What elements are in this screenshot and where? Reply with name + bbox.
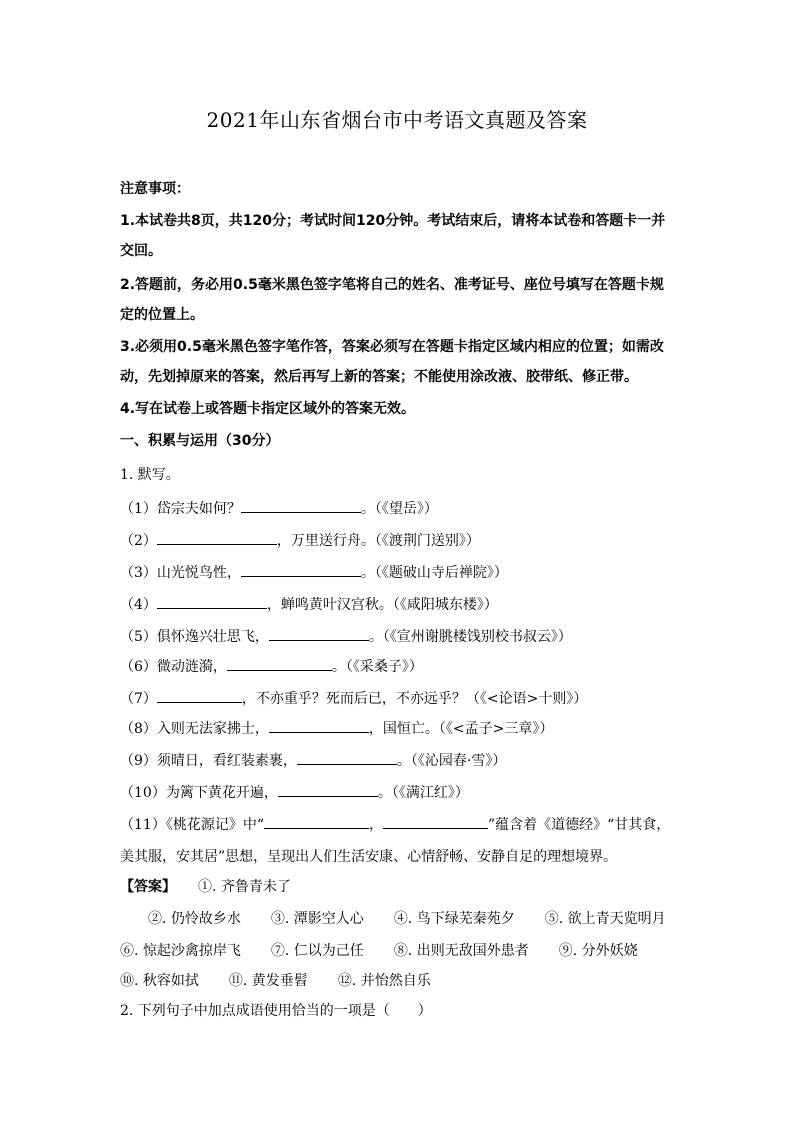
answer-row	[148, 908, 666, 928]
page-title: 2021年山东省烟台市中考语文真题及答案	[206, 108, 588, 132]
item-9: （9）须晴日，看红装素裹， 。（《沁园春·雪》）	[120, 750, 506, 770]
question-2: 2. 下列句子中加点成语使用恰当的一项是（ ）	[120, 1003, 432, 1019]
answer-item: ⑧. 出则无敌国外患者	[393, 943, 529, 959]
answer-blank[interactable]	[227, 656, 332, 671]
answer-blank[interactable]	[269, 626, 369, 641]
item-5: （5）俱怀逸兴壮思飞， 。（《宣州谢朓楼饯别校书叔云》）	[120, 626, 572, 646]
answer-blank[interactable]	[157, 594, 267, 609]
notice-line: 2.答题前，务必用0.5毫米黑色签字笔将自己的姓名、准考证号、座位号填写在答题卡规	[120, 277, 664, 293]
item-4: （4） ，蝉鸣黄叶汉宫秋。（《咸阳城东楼》）	[120, 594, 498, 614]
answer-blank[interactable]	[383, 814, 488, 829]
notice-line: 定的位置上。	[120, 307, 204, 323]
answer-item: ②. 仍怜故乡水	[148, 911, 241, 927]
notice-heading: 注意事项：	[120, 181, 190, 197]
item-2: （2） ，万里送行舟。（《渡荆门送别》）	[120, 530, 480, 550]
answer-item: ⑩. 秋容如拭	[120, 973, 199, 989]
notice-line: 4.写在试卷上或答题卡指定区域外的答案无效。	[120, 401, 416, 417]
answer-item: ①. 齐鲁青未了	[198, 879, 291, 895]
answer-item: ⑫. 并怡然自乐	[337, 973, 431, 989]
question-1: 1. 默写。	[120, 467, 180, 483]
answer-blank[interactable]	[241, 562, 361, 577]
item-11-cont: 美其服，安其居”思想，呈现出人们生活安康、心情舒畅、安静自足的理想境界。	[120, 849, 618, 865]
item-7: （7） ，不亦重乎？死而后已，不亦远乎？（《<论语>十则》）	[120, 688, 587, 708]
answer-row	[120, 970, 461, 990]
answer-item: ⑪. 黄发垂髫	[228, 973, 308, 989]
answer-blank[interactable]	[278, 782, 378, 797]
item-6: （6）微动涟漪， 。（《采桑子》）	[120, 656, 423, 676]
answer-label: 【答案】	[120, 879, 176, 895]
answer-row	[120, 940, 638, 960]
answer-item: ⑨. 分外妖娆	[558, 943, 638, 959]
answer-item: ④. 鸟下绿芜秦苑夕	[393, 911, 515, 927]
answer-blank[interactable]	[269, 718, 369, 733]
item-8: （8）入则无法家拂士， ，国恒亡。（《<孟子>三章》）	[120, 718, 553, 738]
answer-item: ⑤. 欲上青天览明月	[544, 911, 666, 927]
notice-line: 交回。	[120, 243, 162, 259]
answer-blank[interactable]	[157, 530, 277, 545]
answer-item: ⑥. 惊起沙禽掠岸飞	[120, 943, 241, 959]
notice-line: 动，先划掉原来的答案，然后再写上新的答案；不能使用涂改液、胶带纸、修正带。	[120, 369, 638, 385]
notice-line: 1.本试卷共8页，共120分；考试时间120分钟。考试结束后，请将本试卷和答题卡一并	[120, 213, 666, 229]
item-1: （1）岱宗夫如何？ 。（《望岳》）	[120, 498, 438, 518]
answer-blank[interactable]	[241, 498, 361, 513]
item-11: （11）《桃花源记》中“ ， ”蕴含着《道德经》“甘其食，	[120, 814, 670, 834]
answer-blank[interactable]	[157, 688, 242, 703]
answer-blank[interactable]	[297, 750, 397, 765]
item-10: （10）为篱下黄花开遍， 。（《满江红》）	[120, 782, 469, 802]
answer-item: ⑦. 仁以为己任	[270, 943, 364, 959]
item-3: （3）山光悦鸟性， 。（《题破山寺后禅院》）	[120, 562, 508, 582]
answer-row	[120, 876, 291, 896]
section-heading: 一、积累与运用（30分）	[120, 433, 280, 449]
notice-line: 3.必须用0.5毫米黑色签字笔作答，答案必须写在答题卡指定区域内相应的位置；如需改	[120, 339, 664, 355]
answer-blank[interactable]	[264, 814, 369, 829]
answer-item: ③. 潭影空人心	[270, 911, 364, 927]
